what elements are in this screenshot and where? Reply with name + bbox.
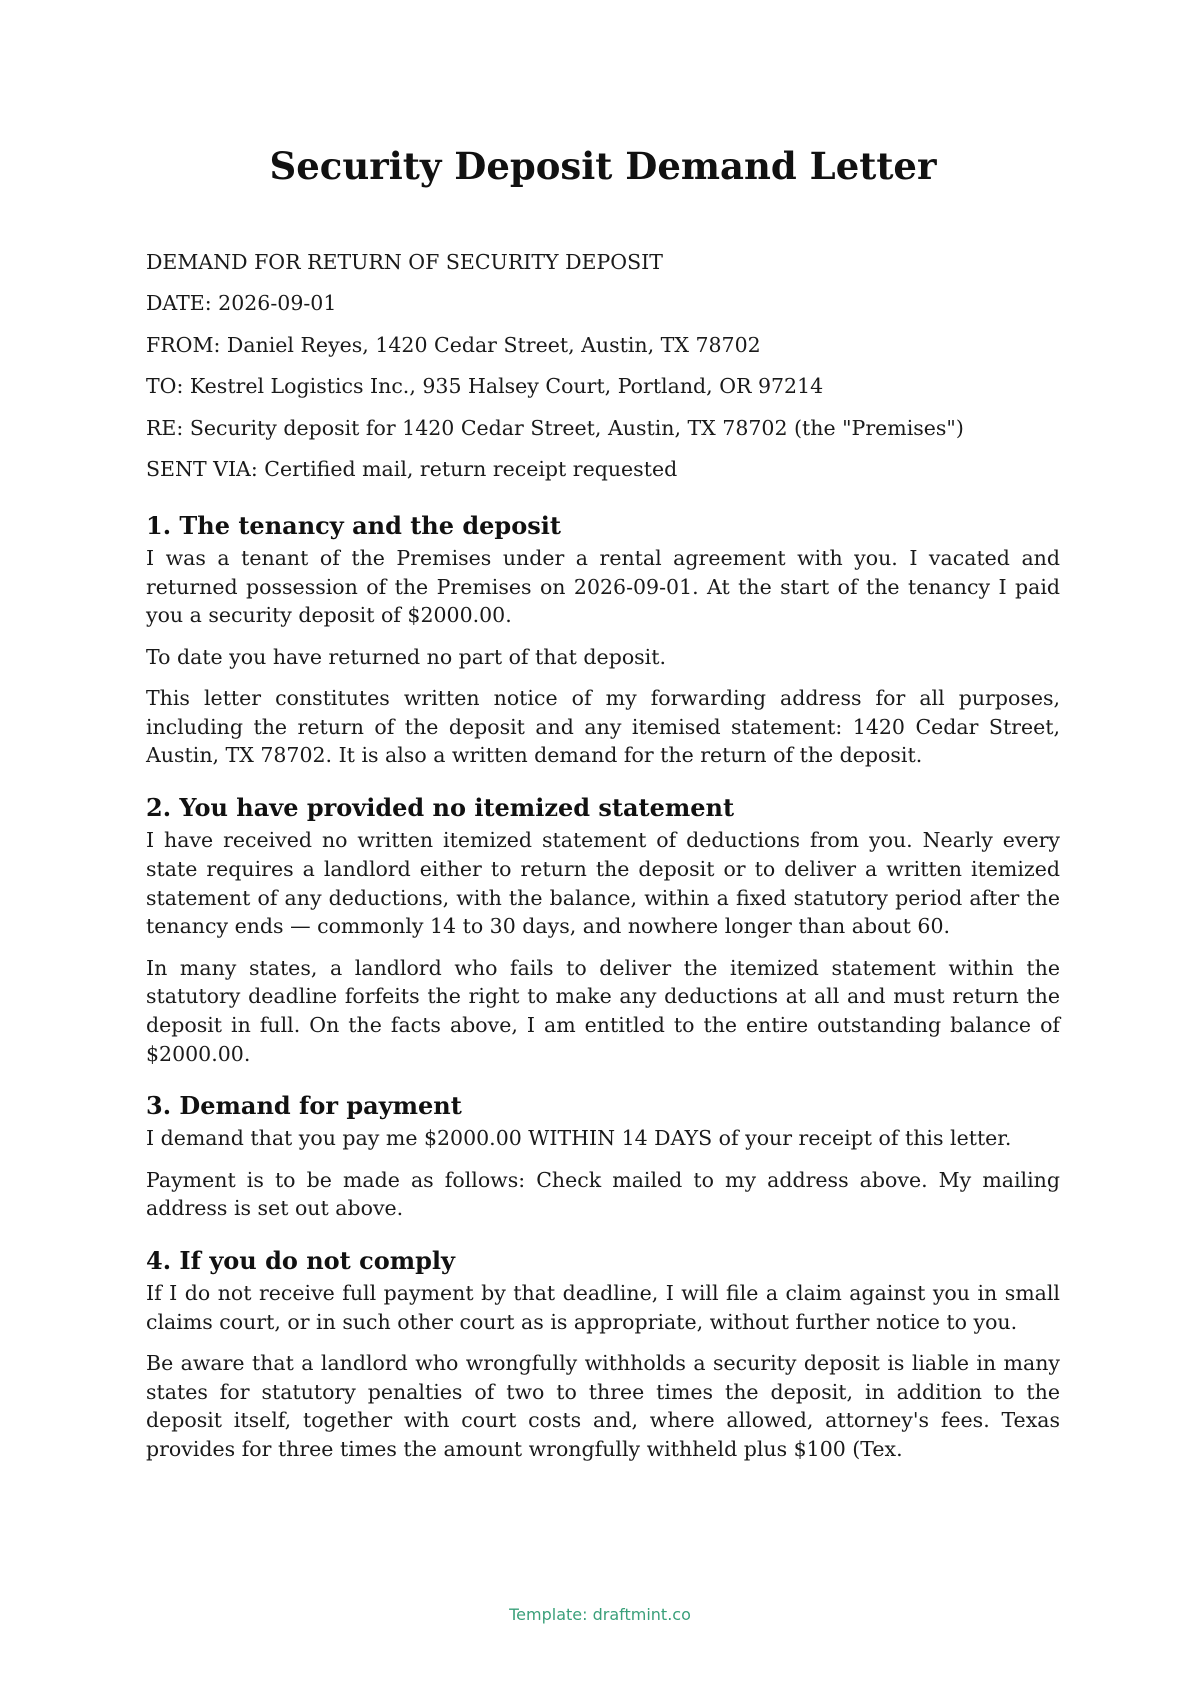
section-paragraph: I have received no written itemized statement of deductions from you. Nearly every state requires a landlord either to return the deposit or to deliver a written itemized statement of any deductions, with the balance, within a fixed statutory period after the tenancy ends — commonly 14 to 30 days, and nowhere longer than about 60. [146,828,1060,939]
section-heading: 4. If you do not comply [146,1246,455,1276]
section-paragraph: To date you have returned no part of that deposit. [146,644,666,669]
letter-body [146,510,1060,1464]
section-paragraph: I was a tenant of the Premises under a rental agreement with you. I vacated and returned possession of the Premises on 2026-09-01. At the start of the tenancy I paid you a security deposit of $2000.00. [146,546,1060,628]
section-paragraph: Payment is to be made as follows: Check mailed to my address above. My mailing address is set out above. [146,1167,1060,1221]
header-line-date: DATE: 2026-09-01 [146,291,337,316]
section-paragraph: Be aware that a landlord who wrongfully withholds a security deposit is liable in many states for statutory penalties of two to three times the deposit, in addition to the deposit itself, together with court costs and, where allowed, attorney's fees. Texas provides for three times the amount wrongfully withheld plus $100 (Tex. [146,1351,1060,1462]
section-heading: 2. You have provided no itemized statement [146,793,735,823]
section-paragraph: This letter constitutes written notice of my forwarding address for all purposes, including the return of the deposit and any itemised statement: 1420 Cedar Street, Austin, TX 78702. It is also a written demand for the return of the deposit. [146,686,1060,768]
section-paragraph: I demand that you pay me $2000.00 WITHIN 14 DAYS of your receipt of this letter. [146,1126,1012,1151]
section-heading: 3. Demand for payment [146,1091,462,1121]
section-paragraph: If I do not receive full payment by that deadline, I will file a claim against you in small claims court, or in such other court as is appropriate, without further notice to you. [146,1281,1060,1334]
document-title: Security Deposit Demand Letter [269,144,937,188]
template-footer: Template: draftmint.co [509,1605,691,1624]
section-noncompliance [146,1245,1060,1464]
section-heading: 1. The tenancy and the deposit [146,511,561,540]
section-demand-payment [146,1090,1060,1223]
header-line-from: FROM: Daniel Reyes, 1420 Cedar Street, Austin, TX 78702 [146,332,761,357]
header-line-sent-via: SENT VIA: Certified mail, return receipt requested [146,456,678,481]
section-tenancy-deposit [146,510,1060,770]
section-paragraph: In many states, a landlord who fails to deliver the itemized statement within the statutory deadline forfeits the right to make any deductions at all and must return the deposit in full. On the facts above, I am entitled to the entire outstanding balance of $2000.00. [146,955,1060,1066]
header-line-subject: DEMAND FOR RETURN OF SECURITY DEPOSIT [146,250,663,274]
header-line-re: RE: Security deposit for 1420 Cedar Street, Austin, TX 78702 (the "Premises") [146,415,964,440]
letter-header [146,248,1060,496]
header-line-to: TO: Kestrel Logistics Inc., 935 Halsey Court, Portland, OR 97214 [146,374,824,399]
section-no-itemized-statement [146,792,1060,1068]
